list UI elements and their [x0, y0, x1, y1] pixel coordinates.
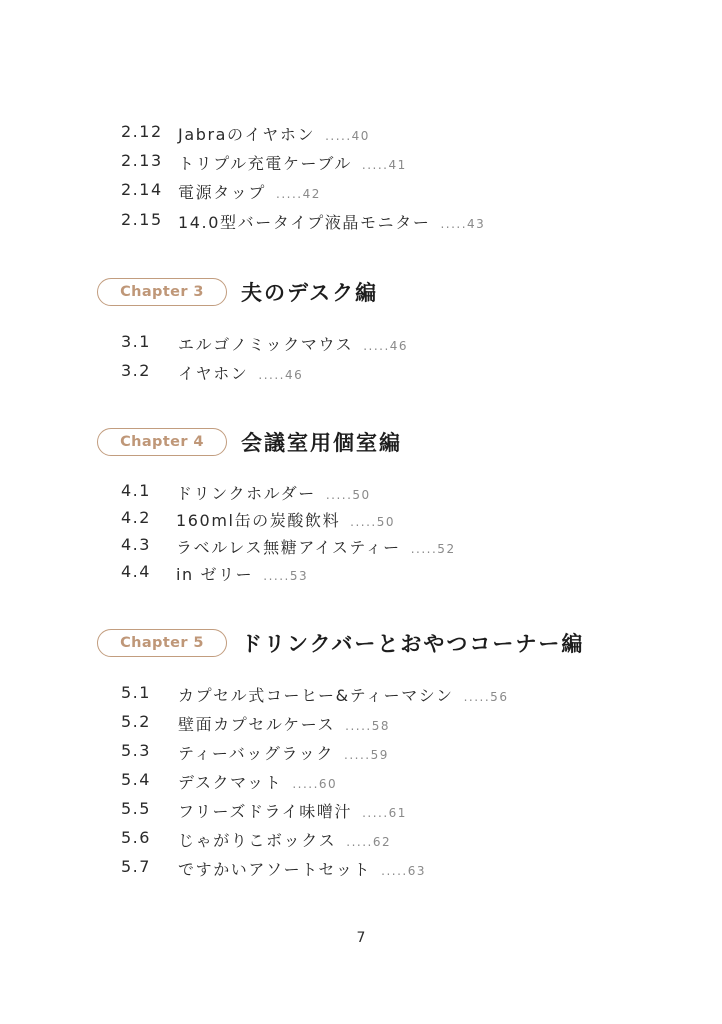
chapter-label-badge: Chapter 4 [97, 428, 227, 456]
entry-number: 3.1 [121, 332, 151, 351]
entry-title: デスクマット [178, 773, 283, 792]
entry-page: .....46 [363, 339, 409, 353]
entry-page: .....59 [344, 748, 389, 762]
entry-number: 5.4 [121, 770, 151, 789]
entry-title: in ゼリー [176, 565, 254, 584]
entry-title: ティーバッグラック [178, 744, 335, 763]
entry-page: .....56 [463, 690, 509, 704]
entry-title: 14.0型バータイプ液晶モニター [178, 213, 431, 232]
entry-title-wrap [178, 361, 303, 384]
entry-title-wrap [178, 857, 426, 880]
entry-title: 電源タップ [178, 183, 267, 202]
chapter-title: 会議室用個室編 [241, 431, 402, 455]
entry-title-wrap [178, 770, 337, 793]
entry-number: 4.1 [121, 481, 151, 500]
entry-title: フリーズドライ味噌汁 [178, 802, 353, 821]
entry-page: .....50 [325, 488, 371, 502]
entry-page: .....53 [263, 569, 309, 583]
entry-page: .....52 [410, 542, 456, 556]
entry-page: .....62 [346, 835, 392, 849]
entry-title: ドリンクホルダー [176, 484, 316, 503]
entry-page: .....61 [362, 806, 407, 820]
entry-title: じゃがりこボックス [178, 831, 337, 850]
chapter-label-badge: Chapter 5 [97, 629, 227, 657]
entry-page: .....43 [440, 217, 486, 231]
entry-page: .....46 [258, 368, 304, 382]
entry-title: エルゴノミックマウス [178, 335, 354, 354]
entry-title: 160ml缶の炭酸飲料 [176, 511, 341, 530]
entry-number: 3.2 [121, 361, 151, 380]
entry-page: .....63 [381, 864, 426, 878]
entry-title-wrap [176, 562, 308, 585]
entry-number: 4.4 [121, 562, 151, 581]
chapter-label-badge: Chapter 3 [97, 278, 227, 306]
entry-title-wrap [178, 210, 485, 233]
entry-title: カプセル式コーヒー&ティーマシン [178, 686, 454, 705]
entry-number: 5.6 [121, 828, 151, 847]
entry-number: 5.2 [121, 712, 151, 731]
entry-title-wrap [176, 508, 395, 531]
entry-page: .....60 [292, 777, 338, 791]
entry-title-wrap [178, 712, 390, 735]
entry-title-wrap [178, 741, 389, 764]
entry-page: .....50 [350, 515, 396, 529]
entry-number: 2.14 [121, 180, 163, 199]
page-number: 7 [356, 930, 366, 946]
chapter-title: 夫のデスク編 [241, 281, 379, 305]
entry-number: 5.3 [121, 741, 151, 760]
entry-page: .....41 [361, 158, 407, 172]
entry-title-wrap [178, 122, 370, 145]
entry-page: .....40 [325, 129, 370, 143]
entry-number: 4.2 [121, 508, 151, 527]
entry-number: 2.12 [121, 122, 163, 141]
chapter-heading [97, 628, 584, 658]
chapter-heading [97, 277, 378, 307]
entry-number: 4.3 [121, 535, 151, 554]
entry-title-wrap [178, 151, 407, 174]
entry-title-wrap [176, 535, 456, 558]
entry-title: トリプル充電ケーブル [178, 154, 352, 173]
entry-number: 2.15 [121, 210, 163, 229]
entry-title-wrap [178, 683, 508, 706]
entry-title: ですかいアソートセット [178, 860, 372, 879]
entry-title: Jabraのイヤホン [178, 125, 316, 144]
entry-page: .....58 [345, 719, 390, 733]
entry-title-wrap [178, 332, 408, 355]
chapter-heading [97, 427, 402, 457]
entry-title-wrap [178, 828, 391, 851]
entry-title: イヤホン [178, 364, 249, 383]
entry-title: 壁面カプセルケース [178, 715, 336, 734]
chapter-title: ドリンクバーとおやつコーナー編 [241, 632, 585, 656]
entry-page: .....42 [276, 187, 321, 201]
entry-number: 2.13 [121, 151, 163, 170]
entry-number: 5.1 [121, 683, 151, 702]
entry-title-wrap [178, 180, 321, 203]
entry-title-wrap [178, 799, 407, 822]
entry-number: 5.5 [121, 799, 151, 818]
entry-title-wrap [176, 481, 371, 504]
entry-title: ラベルレス無糖アイスティー [176, 538, 401, 557]
entry-number: 5.7 [121, 857, 151, 876]
